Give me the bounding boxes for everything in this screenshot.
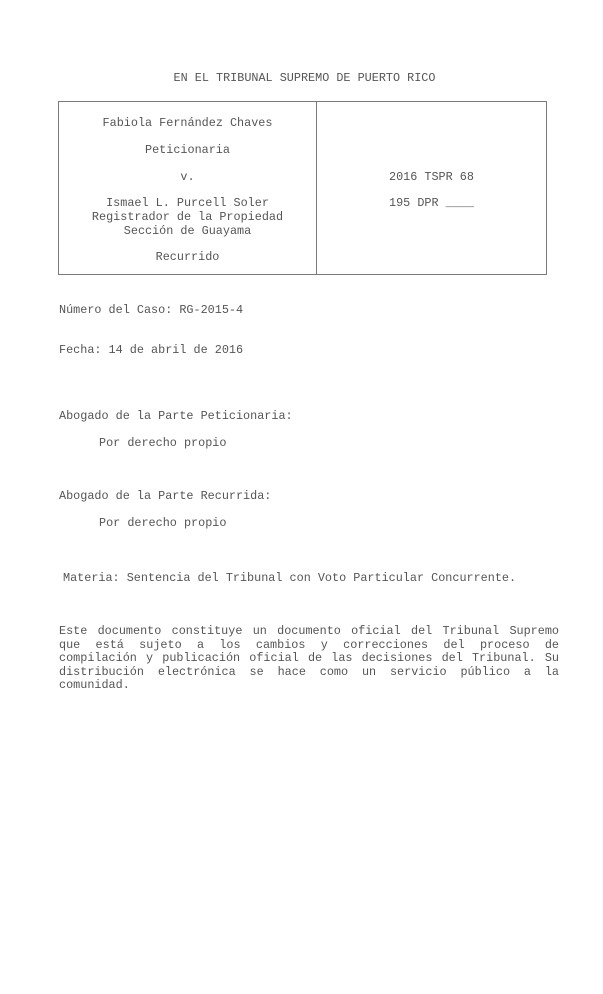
citation-tspr: 2016 TSPR 68 bbox=[389, 170, 474, 184]
respondent-name: Ismael L. Purcell Soler bbox=[106, 196, 269, 210]
caption-column-divider bbox=[316, 102, 317, 274]
respondent-section: Sección de Guayama bbox=[123, 224, 252, 238]
respondent-attorney-label: Abogado de la Parte Recurrida: bbox=[59, 489, 272, 503]
court-title: EN EL TRIBUNAL SUPREMO DE PUERTO RICO bbox=[173, 71, 436, 85]
subject-matter: Materia: Sentencia del Tribunal con Voto Particular Concurrente. bbox=[63, 571, 517, 585]
respondent-title: Registrador de la Propiedad bbox=[91, 210, 284, 224]
official-document-disclaimer: Este documento constituye un documento oficial del Tribunal Supremo que está sujeto a los cambios y correcciones del proceso de compilación y publicación oficial de las decisiones del Tribunal. Su distribución electrónica se hace como un servicio público a la comunidad. bbox=[59, 624, 559, 693]
petitioner-attorney-value: Por derecho propio bbox=[99, 436, 227, 450]
petitioner-attorney-label: Abogado de la Parte Peticionaria: bbox=[59, 409, 293, 423]
petitioner-role: Peticionaria bbox=[145, 143, 230, 157]
versus-label: v. bbox=[180, 170, 195, 184]
respondent-role: Recurrido bbox=[155, 250, 220, 264]
petitioner-name: Fabiola Fernández Chaves bbox=[102, 116, 273, 130]
citation-dpr: 195 DPR ____ bbox=[389, 196, 474, 210]
case-caption-table bbox=[58, 101, 547, 275]
case-number: Número del Caso: RG-2015-4 bbox=[59, 303, 244, 317]
decision-date: Fecha: 14 de abril de 2016 bbox=[59, 343, 244, 357]
respondent-attorney-value: Por derecho propio bbox=[99, 516, 227, 530]
